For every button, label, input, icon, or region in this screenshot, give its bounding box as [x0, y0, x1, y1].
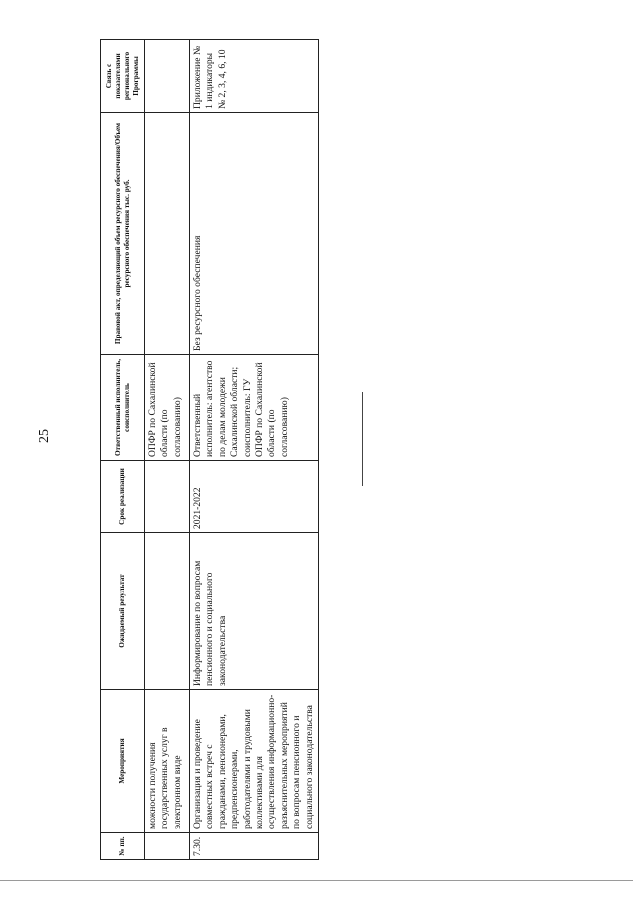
- cell-no: [145, 833, 190, 860]
- cell-link: [145, 40, 190, 113]
- cell-link: Приложение № 1 индикаторы № 2, 3, 4, 6, 10: [190, 40, 319, 113]
- cell-no: 7.30.: [190, 833, 319, 860]
- table-row: [190, 40, 319, 860]
- header-act: Правовой акт, определяющий объем ресурсного обеспечения/Объем ресурсного обеспечения тыс. руб.: [101, 113, 145, 355]
- header-link: Связь с показателями регионального Программы: [101, 40, 145, 113]
- cell-event: можности получения государственных услуг в электронном виде: [145, 690, 190, 833]
- header-term: Срок реализации: [101, 461, 145, 533]
- table-header-row: [101, 40, 145, 860]
- bottom-edge-line: [0, 880, 633, 881]
- header-no: № пп.: [101, 833, 145, 860]
- cell-executor: ОПФР по Сахалинской области (по согласованию): [145, 355, 190, 461]
- rotated-table-wrapper: [100, 40, 315, 860]
- header-executor: Ответственный исполнитель, соисполнитель: [101, 355, 145, 461]
- table-row: [145, 40, 190, 860]
- cell-executor: Ответственный исполнитель: агентство по делам молодежи Сахалинской области; соисполнитель: ГУ ОПФР по Сахалинской области (по согласованию): [190, 355, 319, 461]
- page-number: 25: [37, 429, 52, 443]
- pen-mark-line: [362, 392, 363, 486]
- cell-act: [145, 113, 190, 355]
- cell-act: Без ресурсного обеспечения: [190, 113, 319, 355]
- cell-term: 2021-2022: [190, 461, 319, 533]
- measures-table: [100, 39, 319, 860]
- cell-event: Организация и проведение совместных встреч с гражданами, пенсионерами, предпенсионерами, работодателями и трудовыми коллективами для осуществления информационно-разъяснительных мероприятий по вопросам пенсионного и социального законодательства: [190, 690, 319, 833]
- cell-term: [145, 461, 190, 533]
- cell-result: Информирование по вопросам пенсионного и социального законодательства: [190, 533, 319, 690]
- header-result: Ожидаемый результат: [101, 533, 145, 690]
- cell-result: [145, 533, 190, 690]
- header-event: Мероприятия: [101, 690, 145, 833]
